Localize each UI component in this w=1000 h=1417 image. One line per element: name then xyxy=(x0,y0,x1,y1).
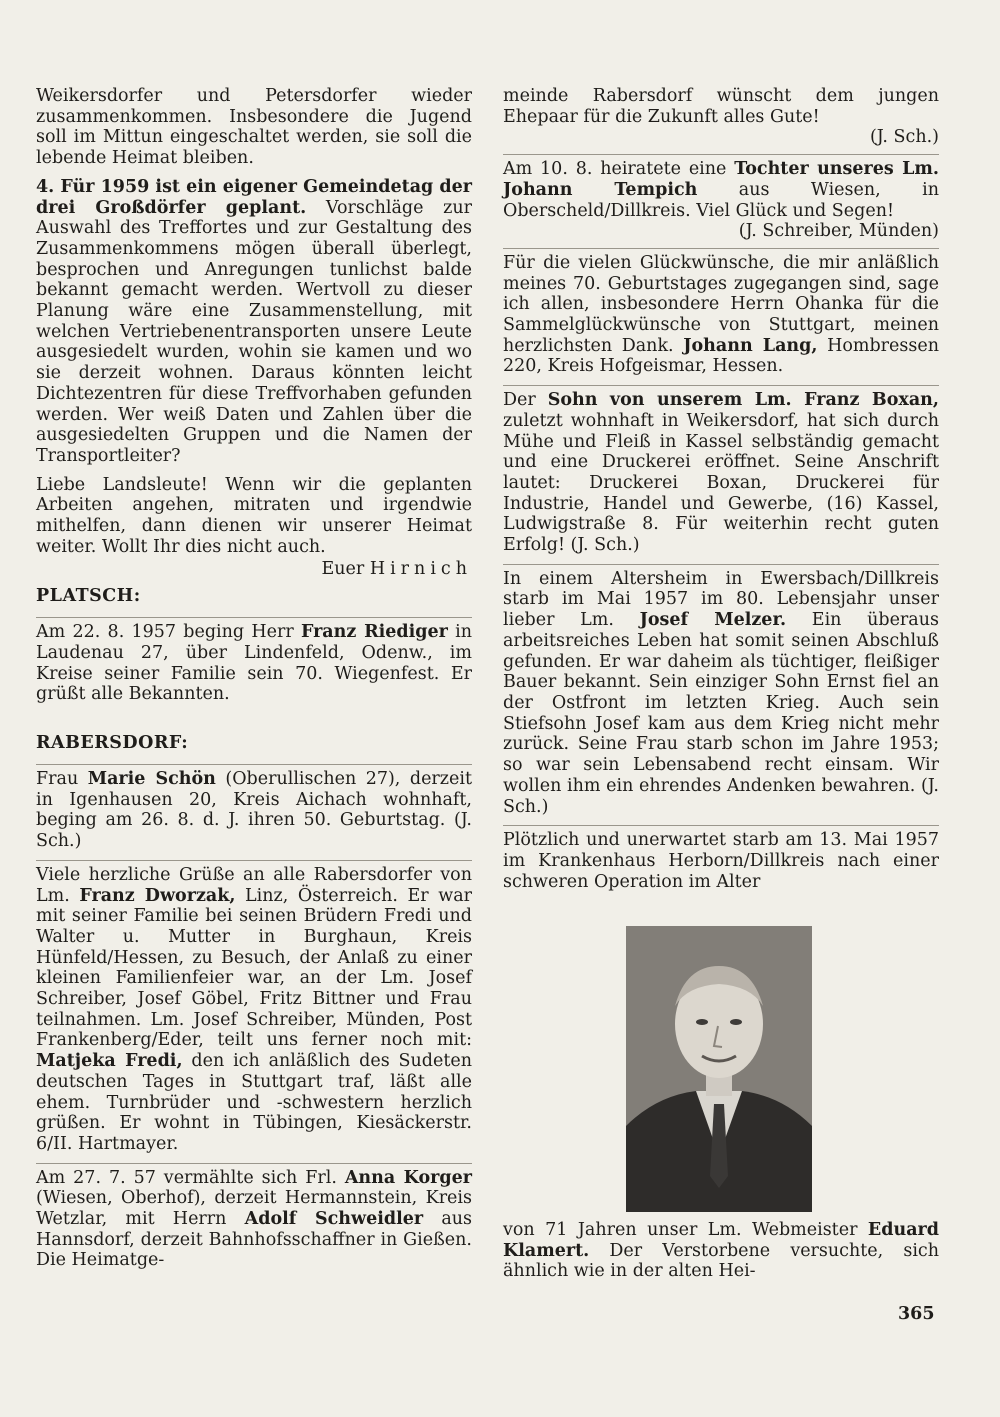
page-number: 365 xyxy=(898,1304,935,1324)
paragraph-wedding-wish-sign: (J. Sch.) xyxy=(869,127,939,148)
paragraph-melzer: In einem Altersheim in Ewersbach/Dillkreis starb im Mai 1957 im 80. Lebensjahr unser lieber Lm. Josef Melzer. Ein überaus arbeitsreiches Leben hat somit seinen Abschluß gefunden. Er war daheim als tüchtiger, fleißiger Bauer bekannt. Sein einziger Sohn Ernst fiel an der Ostfront im letzten Krieg. Auch sein Stiefsohn Josef kam aus dem Krieg nicht mehr zurück. Seine Frau starb schon im Jahre 1953; so war sein Lebensabend recht einsam. Wir wollen ihm ein ehrendes Andenken bewahren. (J. Sch.) xyxy=(503,564,939,817)
signature: Euer Hirnich xyxy=(321,559,472,580)
section-heading-rabersdorf: RABERSDORF: xyxy=(36,732,189,753)
paragraph-tempich: Am 10. 8. heiratete eine Tochter unseres Lm. Johann Tempich aus Wiesen, in Oberscheld/Dillkreis. Viel Glück und Segen! xyxy=(503,154,939,221)
right-column xyxy=(503,86,939,900)
signature-name: Hirnich xyxy=(369,559,472,580)
portrait-photo xyxy=(626,926,812,1212)
paragraph-riediger: Am 22. 8. 1957 beging Herr Franz Riediger in Laudenau 27, über Lindenfeld, Odenw., im Kreise seiner Familie sein 70. Wiegenfest. Er grüßt alle Bekannten. xyxy=(36,617,472,705)
gemeindetag-heading: 4. Für 1959 ist ein eigener Gemeindetag der drei Großdörfer geplant. xyxy=(36,176,472,218)
paragraph-lang: Für die vielen Glückwünsche, die mir anläßlich meines 70. Geburtstages zugegangen sind, sage ich allen, insbesondere Herrn Ohanka für die Sammelglückwünsche von Stuttgart, meinen herzlichsten Dank. Johann Lang, Hombressen 220, Kreis Hofgeismar, Hessen. xyxy=(503,248,939,377)
paragraph-klamert: von 71 Jahren unser Lm. Webmeister Eduard Klamert. Der Verstorbene versuchte, sich ähnlich wie in der alten Hei- xyxy=(503,1220,939,1282)
paragraph-klamert-intro: Plötzlich und unerwartet starb am 13. Mai 1957 im Krankenhaus Herborn/Dillkreis nach einer schweren Operation im Alter xyxy=(503,825,939,892)
paragraph-boxan: Der Sohn von unserem Lm. Franz Boxan, zuletzt wohnhaft in Weikersdorf, hat sich durch Mühe und Fleiß in Kassel selbständig gemacht und eine Druckerei eröffnet. Seine Anschrift lautet: Druckerei Boxan, Druckerei für Industrie, Handel und Gewerbe, (16) Kassel, Ludwigstraße 8. Für weiterhin recht guten Erfolg! (J. Sch.) xyxy=(503,385,939,556)
portrait-image xyxy=(626,926,812,1212)
paragraph-appeal: Liebe Landsleute! Wenn wir die geplanten Arbeiten angehen, mitraten und irgendwie mithelfen, dann dienen wir unserer Heimat weiter. Wollt Ihr dies nicht auch. xyxy=(36,474,472,557)
paragraph-schoen: Frau Marie Schön (Oberullischen 27), derzeit in Igenhausen 20, Kreis Aichach wohnhaft, beging am 26. 8. d. J. ihren 50. Geburtstag. (J. Sch.) xyxy=(36,764,472,852)
paragraph-korger: Am 27. 7. 57 vermählte sich Frl. Anna Korger (Wiesen, Oberhof), derzeit Hermannstein, Kreis Wetzlar, mit Herrn Adolf Schweidler aus Hannsdorf, derzeit Bahnhofsschaffner in Gießen. Die Heimatge- xyxy=(36,1163,472,1272)
paragraph-wedding-wish: meinde Rabersdorf wünscht dem jungen Ehepaar für die Zukunft alles Gute! xyxy=(503,86,939,127)
paragraph-youth: Weikersdorfer und Petersdorfer wieder zusammenkommen. Insbesondere die Jugend soll im Mittun eingeschaltet werden, sie soll die lebende Heimat bleiben. xyxy=(36,86,472,169)
left-column xyxy=(36,86,472,1279)
paragraph-tempich-sign: (J. Schreiber, Münden) xyxy=(738,221,939,242)
paragraph-dworzak: Viele herzliche Grüße an alle Rabersdorfer von Lm. Franz Dworzak, Linz, Österreich. Er war mit seiner Familie bei seinen Brüdern Fredi und Walter u. Mutter in Burghaun, Kreis Hünfeld/Hessen, zu Besuch, der Anlaß zu einer kleinen Familienfeier war, an der Lm. Josef Schreiber, Josef Göbel, Fritz Bittner und Frau teilnahmen. Lm. Josef Schreiber, Münden, Post Frankenberg/Eder, teilt uns ferner noch mit: Matjeka Fredi, den ich anläßlich des Sudeten deutschen Tages in Stuttgart traf, läßt alle ehem. Turnbrüder und -schwestern herzlich grüßen. Er wohnt in Tübingen, Kiesäckerstr. 6/II. Hartmayer. xyxy=(36,860,472,1155)
paragraph-gemeindetag: 4. Für 1959 ist ein eigener Gemeindetag der drei Großdörfer geplant. Vorschläge zur Auswahl des Treffortes und zur Gestaltung des Zusammenkommens mögen überall überlegt, besprochen und Anregungen tunlichst balde bekannt gemacht werden. Wertvoll zu dieser Planung wäre eine Zusammenstellung, mit welchen Vertriebenentransporten unsere Leute ausgesiedelt wurden, wohin sie kamen und wo sie derzeit wohnen. Daraus könnten leicht Dichtezentren für diese Treffvorhaben gefunden werden. Wer weiß Daten und Zahlen über die ausgesiedelten Gruppen und die Namen der Transportleiter? xyxy=(36,176,472,466)
section-heading-platsch: PLATSCH: xyxy=(36,586,141,607)
